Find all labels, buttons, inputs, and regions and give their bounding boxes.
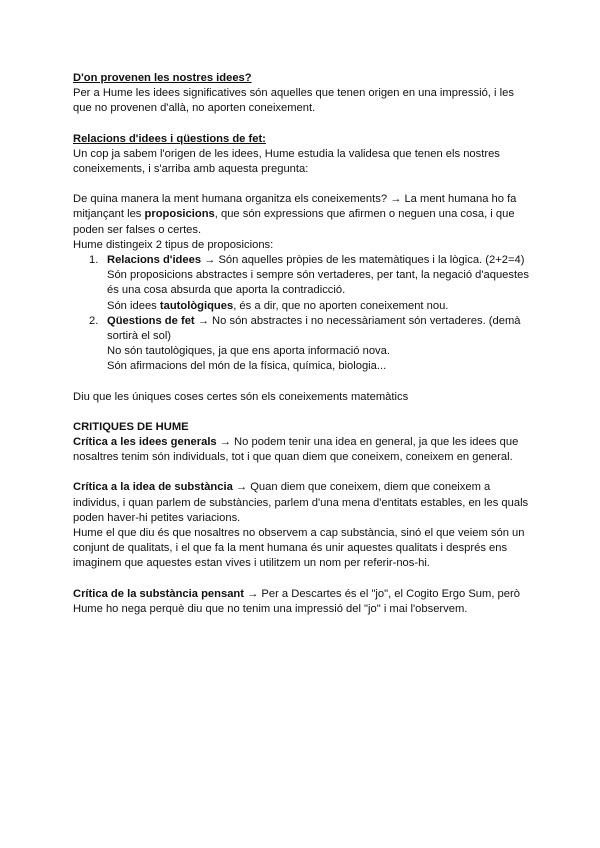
paragraph-question [73,192,533,238]
heading-relations-and-facts: Relacions d'idees i qüestions de fet: [73,132,266,145]
paragraph-critique-general-ideas: Crítica a les idees generals → No podem tenir una idea en general, ja que les idees que nosaltres tenim són individuals, tot i que quan diem que coneixem, coneixem en general. [73,436,519,464]
term-tautological: tautològiques [159,299,234,312]
document-body [73,71,533,617]
list-item-detail: No són tautològiques, ja que ens aporta informació nova. [107,345,390,358]
paragraph-origin-of-ideas: Per a Hume les idees significatives són aquelles que tenen origen en una impressió, i les que no provenen d'allà, no aporten coneixement. [73,87,514,115]
question-text: De quina manera la ment humana organitza els coneixements? → La ment humana ho fa mitjançant les [73,193,517,221]
heading-origin-of-ideas: D'on provenen les nostres idees? [73,72,252,84]
term-proposicions: proposicions [144,208,215,221]
term-relations-of-ideas: Relacions d'idees [107,254,202,267]
paragraph-two-types: Hume distingeix 2 tipus de proposicions: [73,238,274,251]
term-critique-thinking-substance: Crítica de la substància pensant [73,587,244,600]
proposition-types-list [73,253,533,375]
list-item-text: → No són abstractes i no necessàriament són vertaderes. (demà sortirà el sol) [107,314,521,343]
list-number: 2. [89,314,99,327]
paragraph-conclusion: Diu que les úniques coses certes són els coneixements matemàtics [73,390,409,403]
question-text-end: , que són expressions que afirmen o neguen una cosa, i que poden ser falses o certes. [73,208,515,236]
list-item-text: → Són aquelles pròpies de les matemàtiques i la lògica. (2+2=4) [201,254,525,267]
term-critique-substance: Crítica a la idea de substància [73,481,233,494]
term-critique-general-ideas: Crítica a les idees generals [73,436,217,449]
list-item-detail: Són afirmacions del món de la física, química, biologia... [107,360,387,373]
paragraph-validity: Un cop ja sabem l'origen de les idees, Hume estudia la validesa que tenen els nostres coneixements, i s'arriba amb aquesta pregunta: [73,147,500,176]
list-number: 1. [89,254,99,267]
paragraph-critique-substance: Crítica a la idea de substància → Quan diem que coneixem, diem que coneixem a individus, i quan parlem de substàncies, parlem d'una mena d'entitats estables, en les quals poden haver-hi petites variacions. [73,481,529,524]
term-matters-of-fact: Qüestions de fet [107,314,195,327]
list-item-detail: Són proposicions abstractes i sempre són vertaderes, per tant, la negació d'aquestes és una cosa absurda que aporta la contradicció. [107,269,529,297]
list-item-detail: Són idees tautològiques, és a dir, que no aporten coneixement nou. [107,299,449,312]
heading-critiques: CRITIQUES DE HUME [73,420,189,433]
list-item [73,314,533,375]
paragraph-critique-substance-detail: Hume el que diu és que nosaltres no observem a cap substància, sinó el que veiem són un conjunt de qualitats, i el que fa la ment humana és unir aquestes qualitats i després ens imaginem que aquestes estan vives i utilitzem un nom per referir-nos-hi. [73,527,525,570]
list-item [73,253,533,314]
paragraph-critique-thinking-substance: Crítica de la substància pensant → Per a Descartes és el "jo", el Cogito Ergo Sum, però Hume ho nega perquè diu que no tenim una impressió del "jo" i mai l'observem. [73,587,520,615]
